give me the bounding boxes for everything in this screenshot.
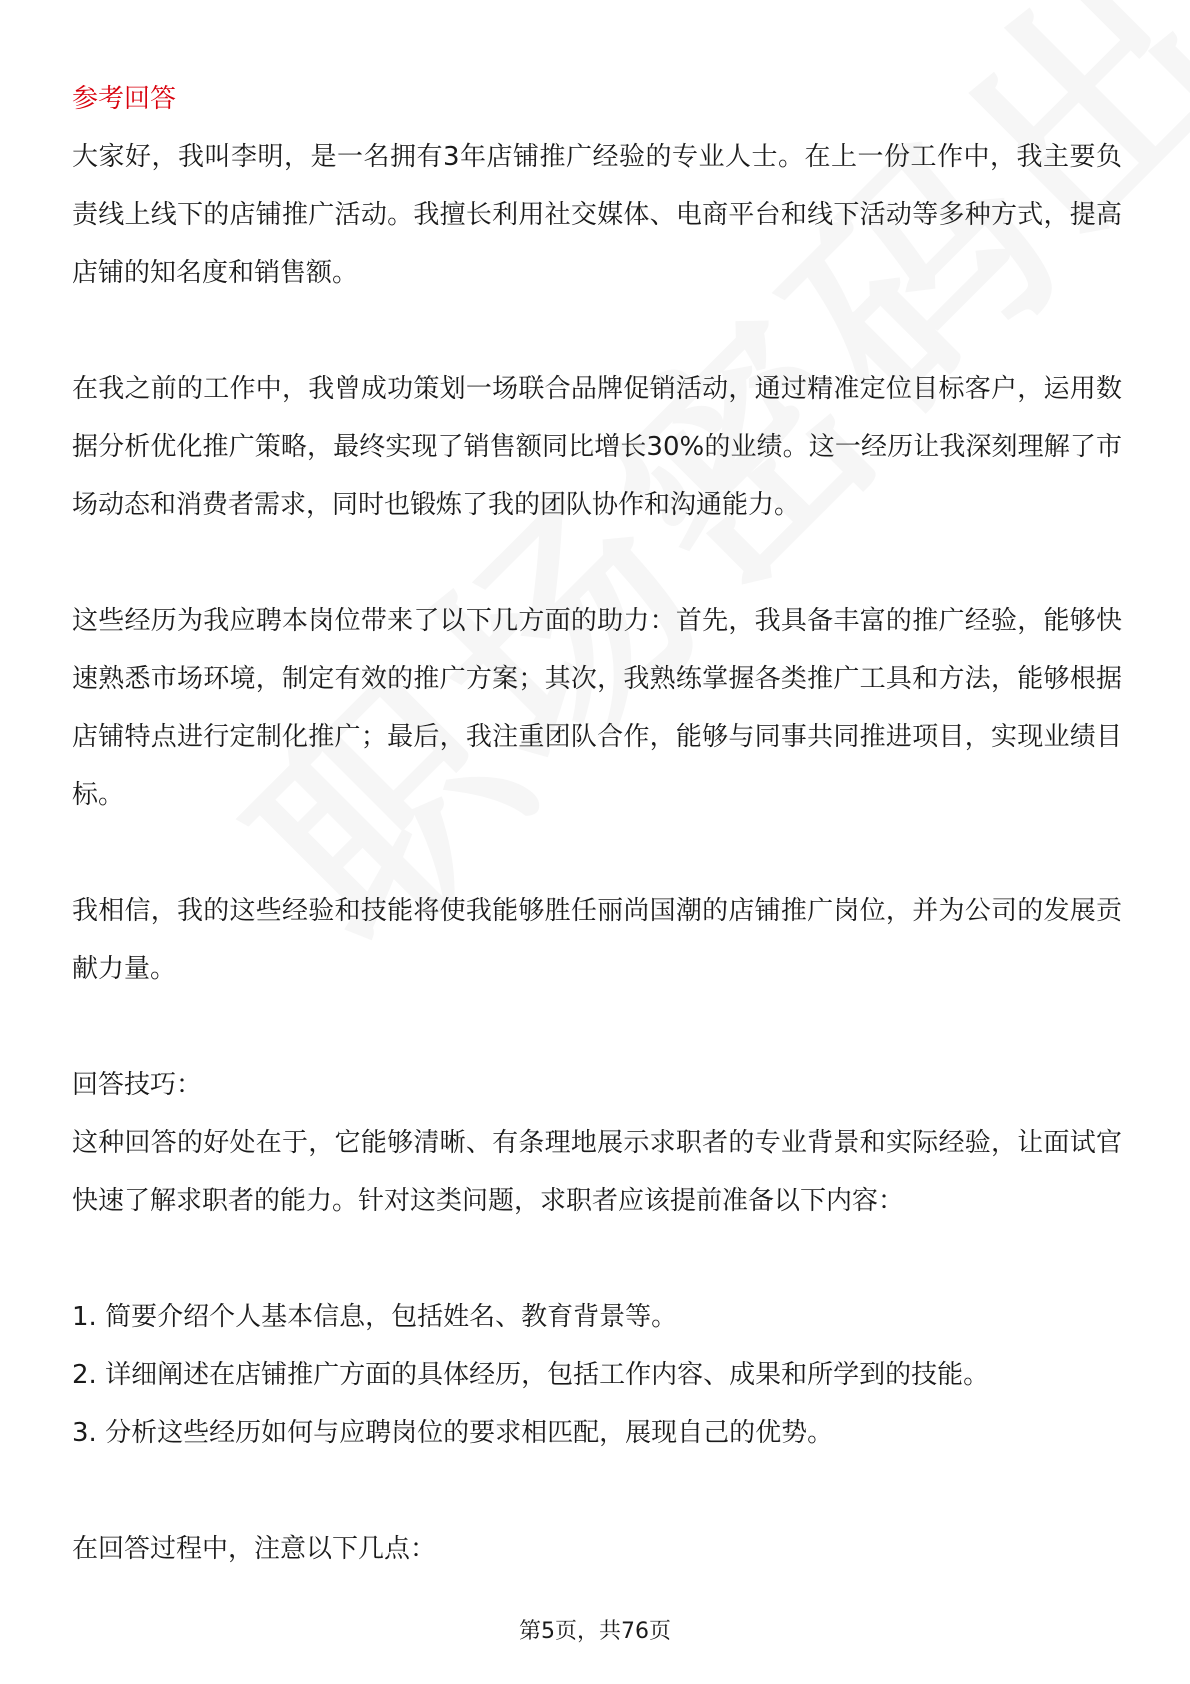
tips-list-item-3: 3. 分析这些经历如何与应聘岗位的要求相匹配，展现自己的优势。 xyxy=(72,1418,834,1448)
tips-title: 回答技巧： xyxy=(72,1070,203,1100)
answer-paragraph-1: 大家好，我叫李明，是一名拥有3年店铺推广经验的专业人士。在上一份工作中，我主要负责线上线下的店铺推广活动。我擅长利用社交媒体、电商平台和线下活动等多种方式，提高店铺的知名度和销售额。 xyxy=(72,142,1122,288)
tips-intro: 这种回答的好处在于，它能够清晰、有条理地展示求职者的专业背景和实际经验，让面试官快速了解求职者的能力。针对这类问题，求职者应该提前准备以下内容： xyxy=(72,1128,1122,1216)
paragraph-spacer xyxy=(72,302,1122,360)
answer-paragraph-2: 在我之前的工作中，我曾成功策划一场联合品牌促销活动，通过精准定位目标客户，运用数据分析优化推广策略，最终实现了销售额同比增长30%的业绩。这一经历让我深刻理解了市场动态和消费者需求，同时也锻炼了我的团队协作和沟通能力。 xyxy=(72,374,1122,520)
paragraph-spacer xyxy=(72,1462,1122,1520)
answer-paragraph-4: 我相信，我的这些经验和技能将使我能够胜任丽尚国潮的店铺推广岗位，并为公司的发展贡献力量。 xyxy=(72,896,1122,984)
page-footer: 第5页，共76页 xyxy=(519,1619,671,1644)
page-content xyxy=(72,70,1122,1578)
paragraph-spacer xyxy=(72,1230,1122,1288)
paragraph-spacer xyxy=(72,998,1122,1056)
paragraph-spacer xyxy=(72,534,1122,592)
section-heading: 参考回答 xyxy=(72,84,177,114)
answer-paragraph-3: 这些经历为我应聘本岗位带来了以下几方面的助力：首先，我具备丰富的推广经验，能够快速熟悉市场环境，制定有效的推广方案；其次，我熟练掌握各类推广工具和方法，能够根据店铺特点进行定制化推广；最后，我注重团队合作，能够与同事共同推进项目，实现业绩目标。 xyxy=(72,606,1122,810)
paragraph-spacer xyxy=(72,824,1122,882)
notes-intro: 在回答过程中，注意以下几点： xyxy=(72,1534,437,1564)
tips-list-item-2: 2. 详细阐述在店铺推广方面的具体经历，包括工作内容、成果和所学到的技能。 xyxy=(72,1360,990,1390)
tips-list-item-1: 1. 简要介绍个人基本信息，包括姓名、教育背景等。 xyxy=(72,1302,678,1332)
